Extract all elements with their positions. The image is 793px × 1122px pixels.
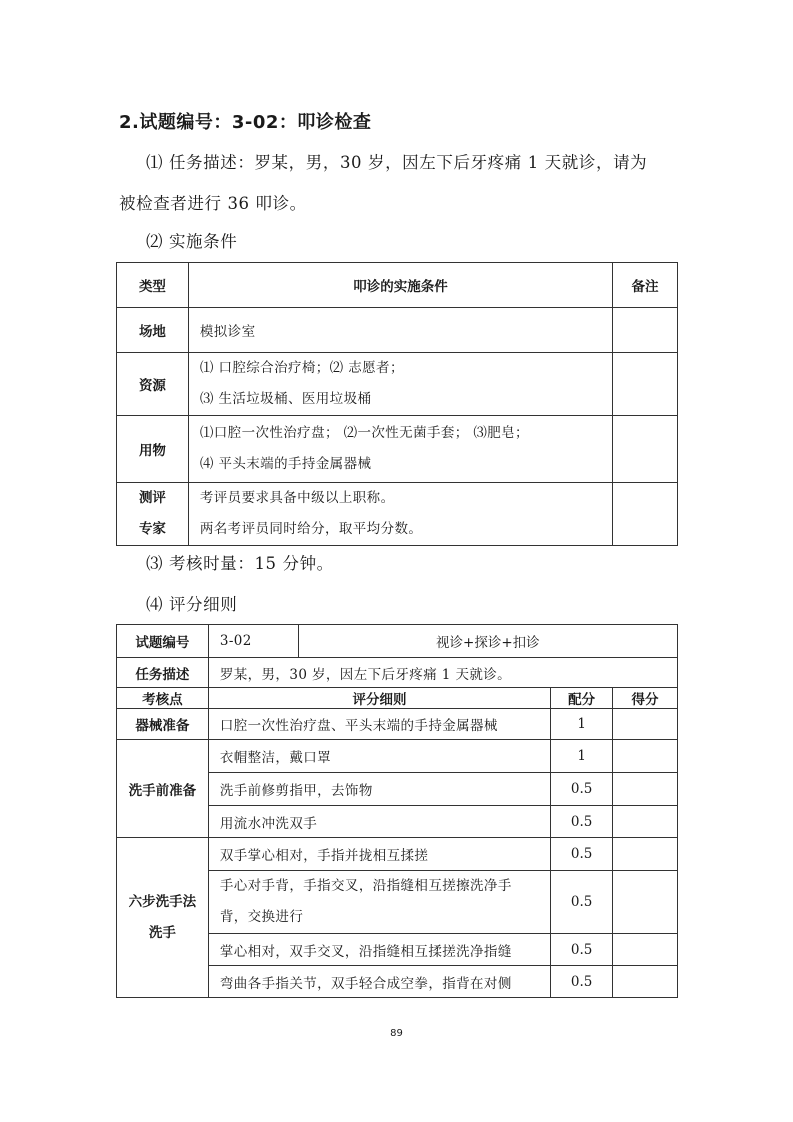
condition-line: 模拟诊室 [199, 324, 256, 340]
score-cell: 0.5 [551, 871, 613, 934]
detail-cell [208, 871, 550, 934]
score-cell: 0.5 [551, 773, 613, 806]
header-type: 类型 [117, 263, 189, 308]
got-cell [613, 773, 678, 806]
conditions-cell [188, 353, 612, 416]
detail-line: 手心对手背，手指交叉，沿指缝相互搓擦洗净手 [219, 878, 512, 894]
scoring-id-row [117, 625, 678, 658]
section-2-title: ⑵ 实施条件 [146, 232, 238, 251]
condition-line: ⑴ 口腔综合治疗椅；⑵ 志愿者； [199, 360, 404, 376]
detail-cell: 双手掌心相对，手指并拢相互揉搓 [208, 838, 550, 871]
score-cell: 0.5 [551, 806, 613, 838]
note-cell [613, 353, 678, 416]
scoring-title: 视诊+探诊+扣诊 [298, 625, 677, 658]
point-cell [117, 740, 209, 838]
got-cell [613, 871, 678, 934]
type-cell [117, 416, 189, 483]
condition-line: 考评员要求具备中级以上职称。 [199, 490, 395, 506]
score-cell: 1 [551, 709, 613, 740]
header-detail: 评分细则 [208, 688, 550, 709]
id-value: 3-02 [208, 625, 298, 658]
scoring-desc-row [117, 658, 678, 688]
section-heading: 2.试题编号：3-02：叩诊检查 [119, 112, 372, 133]
type-cell [117, 483, 189, 546]
got-cell [613, 838, 678, 871]
point-label: 洗手前准备 [128, 782, 197, 799]
conditions-cell [188, 483, 612, 546]
type-label: 测评 [138, 490, 166, 506]
score-cell: 0.5 [551, 934, 613, 966]
scoring-header-row [117, 688, 678, 709]
scoring-table [116, 624, 678, 998]
header-got: 得分 [613, 688, 678, 709]
task-description-line-2: 被检查者进行 36 叩诊。 [119, 194, 307, 213]
header-score: 配分 [551, 688, 613, 709]
type-label: 用物 [138, 443, 166, 459]
type-label: 场地 [138, 324, 166, 340]
condition-line: ⑷ 平头末端的手持金属器械 [199, 456, 372, 472]
note-cell [613, 308, 678, 353]
score-cell: 1 [551, 740, 613, 773]
header-conditions: 叩诊的实施条件 [188, 263, 612, 308]
type-cell [117, 353, 189, 416]
condition-line: ⑴口腔一次性治疗盘； ⑵一次性无菌手套； ⑶肥皂； [199, 425, 529, 441]
detail-cell: 口腔一次性治疗盘、平头末端的手持金属器械 [208, 709, 550, 740]
page-number: 89 [390, 1028, 403, 1039]
got-cell [613, 709, 678, 740]
task-description-line-1: ⑴ 任务描述：罗某，男，30 岁，因左下后牙疼痛 1 天就诊，请为 [146, 153, 648, 172]
table-row [117, 353, 678, 416]
conditions-cell [188, 308, 612, 353]
type-label: 资源 [138, 378, 166, 394]
point-label: 器械准备 [135, 718, 190, 734]
table-row [117, 740, 678, 773]
note-cell [613, 416, 678, 483]
conditions-header-row [117, 263, 678, 308]
point-label: 六步洗手法 [128, 893, 197, 910]
section-3-title: ⑶ 考核时量：15 分钟。 [146, 554, 334, 573]
table-row [117, 709, 678, 740]
point-cell [117, 838, 209, 998]
conditions-cell [188, 416, 612, 483]
table-row [117, 483, 678, 546]
detail-cell: 掌心相对，双手交叉，沿指缝相互揉搓洗净指缝 [208, 934, 550, 966]
table-row [117, 416, 678, 483]
note-cell [613, 483, 678, 546]
table-row [117, 308, 678, 353]
point-cell [117, 709, 209, 740]
header-point: 考核点 [117, 688, 209, 709]
type-cell [117, 308, 189, 353]
condition-line: 两名考评员同时给分，取平均分数。 [199, 521, 423, 537]
header-note: 备注 [613, 263, 678, 308]
id-label: 试题编号 [117, 625, 209, 658]
detail-cell: 用流水冲洗双手 [208, 806, 550, 838]
detail-cell: 衣帽整洁，戴口罩 [208, 740, 550, 773]
table-row [117, 838, 678, 871]
got-cell [613, 806, 678, 838]
desc-label: 任务描述 [117, 658, 209, 688]
got-cell [613, 740, 678, 773]
type-label: 专家 [138, 521, 166, 537]
score-cell: 0.5 [551, 966, 613, 998]
got-cell [613, 966, 678, 998]
score-cell: 0.5 [551, 838, 613, 871]
detail-line: 背，交换进行 [219, 909, 304, 925]
detail-cell: 弯曲各手指关节，双手轻合成空拳，指背在对侧 [208, 966, 550, 998]
got-cell [613, 934, 678, 966]
point-label: 洗手 [148, 924, 176, 941]
condition-line: ⑶ 生活垃圾桶、医用垃圾桶 [199, 391, 372, 407]
section-4-title: ⑷ 评分细则 [146, 595, 238, 614]
desc-value: 罗某，男，30 岁，因左下后牙疼痛 1 天就诊。 [208, 658, 677, 688]
conditions-table [116, 262, 678, 546]
detail-cell: 洗手前修剪指甲，去饰物 [208, 773, 550, 806]
